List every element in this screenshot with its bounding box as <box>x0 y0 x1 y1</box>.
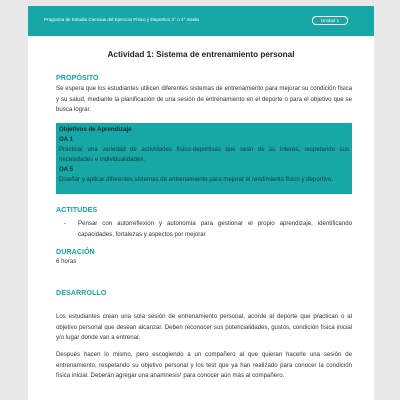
desarrollo-paragraph: Después hacen lo mismo, pero escogiendo a un compañero al que quieran hacerle una sesión de entrenamiento, respetando su objetivo personal y los test que ya han realizado para conocer la condición física inicial. Deberán agregar una anamnesis¹ para conocer aún más al compañero. <box>56 351 352 380</box>
actitud-item <box>64 219 352 240</box>
oa-code: OA 5 <box>59 166 73 173</box>
actitud-text: Pensar con autorreflexión y autonomía para gestionar el propio aprendizaje, identificando capacidades, fortalezas y aspectos por mejorar <box>78 220 352 238</box>
oa-text: Diseñar y aplicar diferentes sistemas de entrenamiento para mejorar el rendimiento físico y deportivo. <box>59 176 334 183</box>
unit-badge: Unidad 1 <box>312 16 348 25</box>
objetivos-heading: Objetivos de Aprendizaje <box>59 126 132 133</box>
oa-text: Practicar una variedad de actividades físico-deportivas que sean de su interés, respetando sus necesidades e individualidades. <box>59 146 349 163</box>
proposito-text: Se espera que los estudiantes utilicen diferentes sistemas de entrenamiento para mejorar su condición física y su salud, mediante la planificación de una sesión de entrenamiento en el deporte o para el objetivo que se busca lograr. <box>56 85 352 114</box>
desarrollo-paragraph: Los estudiantes crean una sola sesión de entrenamiento personal, acorde al deporte que practican o al objetivo personal que desean alcanzar. Deben reconocer sus potencialidades, gustos, condición física inicial y/o lugar donde van a entrenar. <box>56 313 352 342</box>
dash-bullet: - <box>64 220 67 227</box>
activity-title: Actividad 1: Sistema de entrenamiento personal <box>107 50 295 59</box>
duracion-heading: DURACIÓN <box>56 247 95 256</box>
duracion-value: 6 horas <box>56 258 77 265</box>
proposito-heading: PROPÓSITO <box>56 73 99 82</box>
document-page <box>28 6 374 400</box>
objetivos-box <box>56 123 352 194</box>
program-name: Programa de Estudio Ciencias del Ejercicio Físico y Deportivo 3° o 4° medio <box>44 17 200 22</box>
desarrollo-heading: DESARROLLO <box>56 288 107 297</box>
header-bar <box>28 6 374 36</box>
actitudes-heading: ACTITUDES <box>56 205 98 214</box>
oa-code: OA 1 <box>59 136 73 143</box>
